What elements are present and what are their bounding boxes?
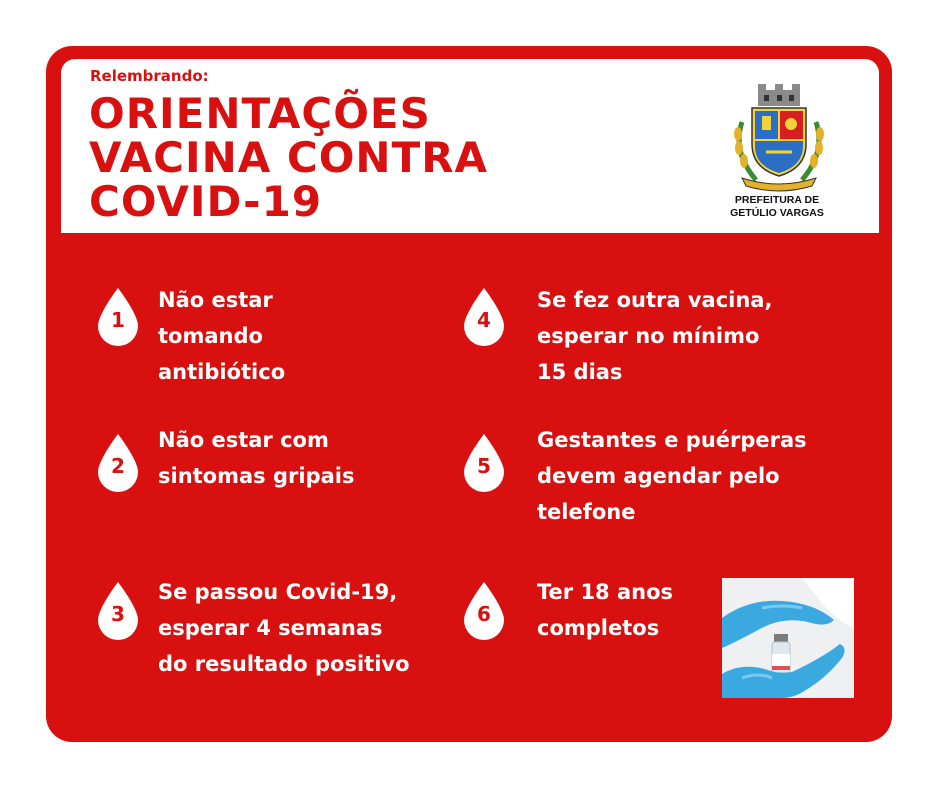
title-line: COVID-19 [89,177,323,226]
item-text-line: devem agendar pelo [537,464,780,488]
drop-icon [94,286,142,348]
drop-icon [94,432,142,494]
item-text-line: Gestantes e puérperas [537,428,807,452]
list-item [158,574,410,682]
drop-icon [94,580,142,642]
item-text-line: Se fez outra vacina, [537,288,773,312]
item-number: 3 [111,602,125,626]
item-number: 4 [477,308,491,332]
list-item [158,282,285,390]
item-text-line: tomando [158,324,263,348]
subtitle: Relembrando: [90,67,209,85]
item-number: 1 [111,308,125,332]
item-text-line: 15 dias [537,360,623,384]
item-number: 2 [111,454,125,478]
item-text-line: Ter 18 anos [537,580,674,604]
item-text-line: sintomas gripais [158,464,355,488]
list-item [537,422,807,530]
page-title [89,89,489,226]
logo-caption-line: PREFEITURA DE [734,194,820,206]
title-line: ORIENTAÇÕES [89,89,431,138]
vaccine-photo [722,578,854,698]
item-number: 5 [477,454,491,478]
item-text-line: Não estar com [158,428,329,452]
list-item [537,574,673,646]
item-text-line: telefone [537,500,636,524]
item-text-line: do resultado positivo [158,652,410,676]
item-text-line: completos [537,616,660,640]
item-text-line: Não estar [158,288,273,312]
item-text-line: antibiótico [158,360,286,384]
list-item [537,282,772,390]
logo-caption [702,194,852,220]
drop-icon [460,580,508,642]
item-text-line: esperar 4 semanas [158,616,383,640]
item-text-line: esperar no mínimo [537,324,760,348]
drop-icon [460,432,508,494]
municipal-crest-logo [726,82,832,192]
list-item [158,422,354,494]
item-text-line: Se passou Covid-19, [158,580,398,604]
drop-icon [460,286,508,348]
title-line: VACINA CONTRA [89,133,489,182]
logo-caption-line: GETÚLIO VARGAS [730,207,824,219]
item-number: 6 [477,602,491,626]
